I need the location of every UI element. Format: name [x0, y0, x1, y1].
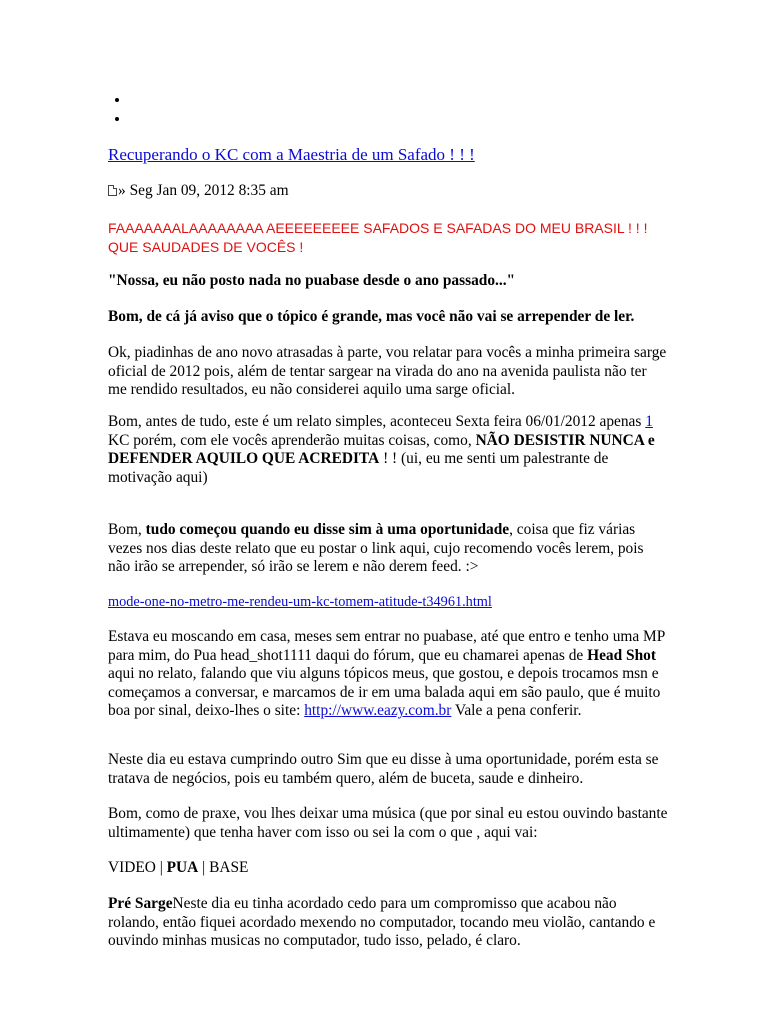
text: ! ! (ui, eu me senti um palestrante de motivação aqui)	[108, 450, 609, 486]
thread-link-line	[108, 593, 668, 612]
post-title-link[interactable]: Recuperando o KC com a Maestria de um Safado ! ! !	[108, 145, 475, 164]
warning-line	[108, 308, 668, 327]
paragraph-summary	[108, 413, 668, 487]
paragraph-story	[108, 628, 668, 721]
text: aqui no relato, falando que viu alguns tópicos meus, que gostou, e depois trocamos msn e começamos a conversar, e marcamos de ir em uma balada aqui em são paulo, que é muito boa por sinal, deixo-lhes o site:	[108, 665, 661, 720]
bold-text: tudo começou quando eu disse sim à uma oportunidade	[145, 521, 510, 538]
paragraph-business: Neste dia eu estava cumprindo outro Sim que eu disse à uma oportunidade, porém esta se tratava de negócios, pois eu também quero, além de buceta, saude e dinheiro.	[108, 751, 659, 787]
thread-link[interactable]: mode-one-no-metro-me-rendeu-um-kc-tomem-atitude-t34961.html	[108, 594, 492, 610]
text: Neste dia eu tinha acordado cedo para um compromisso que acabou não rolando, então fiquei acordado mexendo no computador, tocando meu violão, cantando e ouvindo minhas musicas no computador, tudo isso, pelado, é claro.	[108, 895, 656, 950]
document-icon	[108, 185, 117, 196]
text: Bom, antes de tudo, este é um relato simples, aconteceu Sexta feira 06/01/2012 apenas	[108, 413, 646, 430]
text: VIDEO |	[108, 859, 167, 876]
paragraph-intro: Ok, piadinhas de ano novo atrasadas à parte, vou relatar para vocês a minha primeira sarge oficial de 2012 pois, além de tentar sargear na virada do ano na avenida paulista não ter me rendido resultados, eu não considerei aquilo uma sarge oficial.	[108, 344, 667, 399]
post-date: Seg Jan 09, 2012 8:35 am	[129, 182, 289, 199]
bold-text: PUA	[166, 859, 199, 876]
bullet-list	[108, 91, 130, 129]
bold-text: NÃO DESISTIR NUNCA e DEFENDER AQUILO QUE ACREDITA	[108, 431, 655, 468]
paragraph-music: Bom, como de praxe, vou lhes deixar uma música (que por sinal eu estou ouvindo bastante ultimamente) que tenha haver com isso ou sei la com o que , aqui vai:	[108, 805, 668, 841]
quote-text: "Nossa, eu não posto nada no puabase desde o ano passado..."	[108, 272, 516, 289]
post-title	[108, 146, 668, 166]
site-link[interactable]: http://www.eazy.com.br	[304, 702, 452, 720]
quote-line	[108, 272, 668, 291]
text: KC porém, com ele vocês aprenderão muitas coisas, como,	[108, 431, 476, 449]
paragraph-opportunity	[108, 521, 668, 577]
video-line	[108, 859, 668, 878]
number-link[interactable]: 1	[645, 413, 653, 430]
text: , coisa que fiz várias vezes nos dias deste relato que eu postar o link aqui, cujo recomendo vocês lerem, pois não irão se arrepender, só irão se lerem e não derem feed. :>	[108, 521, 644, 576]
red-headline: FAAAAAAALAAAAAAAA AEEEEEEEEE SAFADOS E SAFADAS DO MEU BRASIL ! ! ! QUE SAUDADES DE VOCÊS !	[108, 220, 648, 255]
text: Bom,	[108, 521, 146, 538]
bold-text: Pré Sarge	[108, 895, 173, 912]
text: Vale a pena conferir.	[451, 702, 582, 720]
text: | BASE	[198, 859, 249, 876]
meta-arrow: »	[118, 182, 126, 199]
paragraph-pre-sarge	[108, 895, 668, 951]
warning-text: Bom, de cá já aviso que o tópico é grande, mas você não vai se arrepender de ler.	[108, 308, 635, 325]
text: Estava eu moscando em casa, meses sem entrar no puabase, até que entro e tenho uma MP para mim, do Pua head_shot1111 daqui do fórum, que eu chamarei apenas de	[108, 628, 665, 664]
bold-text: Head Shot	[587, 646, 656, 664]
post-meta	[108, 182, 668, 201]
